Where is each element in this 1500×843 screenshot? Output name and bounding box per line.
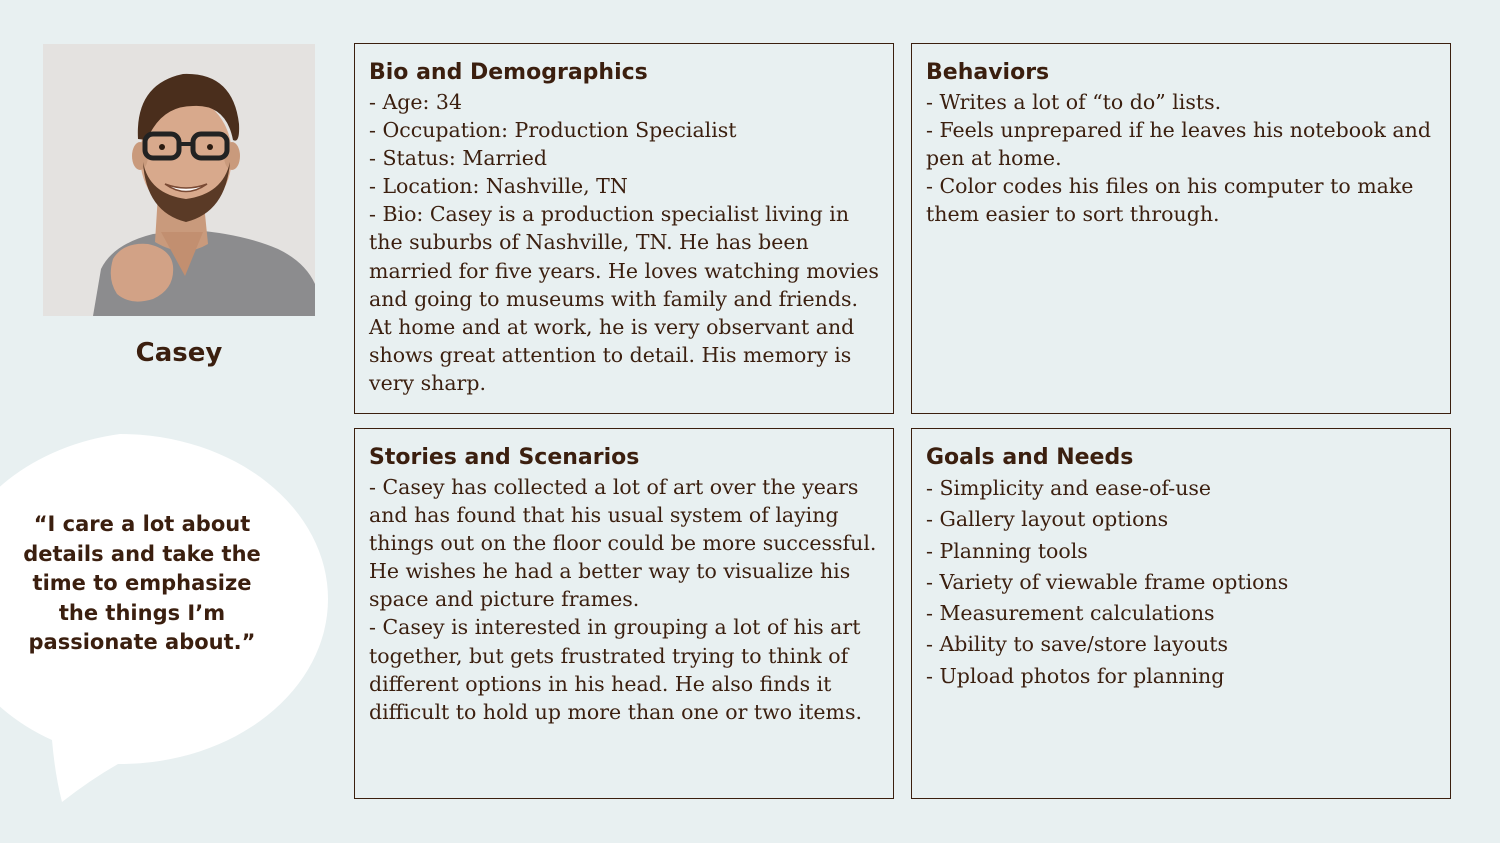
behavior-item: - Writes a lot of “to do” lists. [926, 90, 1222, 114]
persona-quote: “I care a lot about details and take the time to emphasize the things I’m passionate about.” [23, 512, 261, 655]
bio-line-location: - Location: Nashville, TN [369, 174, 628, 199]
stories-scenarios-card [354, 428, 894, 799]
person-photo-icon [43, 44, 315, 316]
bio-demographics-card [354, 43, 894, 414]
goals-needs-card [911, 428, 1451, 799]
behavior-item: - Color codes his files on his computer to make them easier to sort through. [926, 174, 1414, 227]
goal-item: - Gallery layout options [926, 507, 1169, 532]
behavior-item: - Feels unprepared if he leaves his notebook and pen at home. [926, 118, 1431, 171]
card-title: Behaviors [926, 60, 1050, 85]
goal-item: - Planning tools [926, 538, 1088, 563]
persona-name: Casey [135, 338, 223, 368]
story-item: - Casey has collected a lot of art over the years and has found that his usual system of laying things out on the floor could be more successful. He wishes he had a better way to visualize his space and picture frames. [369, 475, 877, 612]
card-title: Goals and Needs [926, 445, 1134, 470]
goal-item: - Variety of viewable frame options [926, 569, 1289, 594]
card-title: Stories and Scenarios [369, 445, 640, 470]
bio-line-age: - Age: 34 [369, 90, 463, 114]
goal-item: - Upload photos for planning [926, 663, 1225, 688]
goal-item: - Simplicity and ease-of-use [926, 476, 1212, 500]
goal-item: - Measurement calculations [926, 601, 1215, 626]
goal-item: - Ability to save/store layouts [926, 632, 1229, 657]
behaviors-card [911, 43, 1451, 414]
bio-line-status: - Status: Married [369, 146, 547, 171]
bio-line-occupation: - Occupation: Production Specialist [369, 118, 737, 143]
card-title: Bio and Demographics [369, 60, 648, 85]
bio-line-bio: - Bio: Casey is a production specialist living in the suburbs of Nashville, TN. He has been married for five years. He loves watching movies and going to museums with family and friends. At home and at work, he is very observant and shows great attention to detail. His memory is very sharp. [369, 202, 879, 395]
story-item: - Casey is interested in grouping a lot of his art together, but gets frustrated trying to think of different options in his head. He also finds it difficult to hold up more than one or two items. [369, 615, 862, 724]
persona-photo [43, 44, 315, 316]
